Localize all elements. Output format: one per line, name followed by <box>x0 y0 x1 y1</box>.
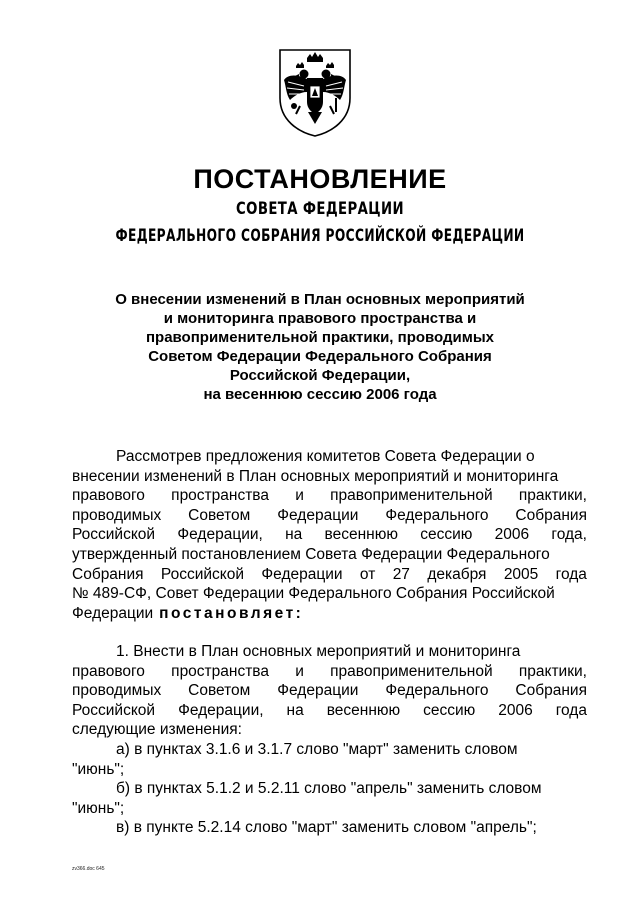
subject-line: правоприменительной практики, проводимых <box>145 329 495 346</box>
text-line: Российской Федерации, на весеннюю сессию 2006 года <box>72 701 587 719</box>
issuer-line-1: СОВЕТА ФЕДЕРАЦИИ <box>236 199 404 219</box>
text-line: утвержденный постановлением Совета Федерации Федерального <box>72 545 550 563</box>
subject-line: О внесении изменений в План основных мероприятий <box>115 291 525 308</box>
text-line: "июнь"; <box>72 799 125 817</box>
text-line: проводимых Советом Федерации Федерального Собрания <box>72 506 587 524</box>
coat-of-arms-icon <box>274 46 356 138</box>
text-line: Рассмотрев предложения комитетов Совета Федерации о <box>116 448 535 465</box>
amendment-c: в) в пункте 5.2.14 слово "март" заменить словом "апрель"; <box>116 819 537 837</box>
text-line: Собрания Российской Федерации от 27 декабря 2005 года <box>72 565 587 583</box>
issuer-line-2: ФЕДЕРАЛЬНОГО СОБРАНИЯ РОССИЙСКОЙ ФЕДЕРАЦИИ <box>115 226 525 246</box>
amendment-a: а) в пунктах 3.1.6 и 3.1.7 слово "март" заменить словом <box>116 740 518 758</box>
subject-line: Советом Федерации Федерального Собрания <box>148 348 492 365</box>
text-line: правового пространства и правоприменительной практики, <box>72 487 587 505</box>
text-line: правового пространства и правоприменительной практики, <box>72 662 587 680</box>
preamble-paragraph <box>72 447 587 623</box>
text-line: 1. Внести в План основных мероприятий и мониторинга <box>116 643 521 660</box>
text-line: внесении изменений в План основных мероприятий и мониторинга <box>72 467 559 485</box>
text-line: Федерации постановляет: <box>72 604 304 622</box>
text-line: Российской Федерации, на весеннюю сессию 2006 года, <box>72 526 587 544</box>
text-line: следующие изменения: <box>72 721 242 739</box>
subject-line: Российской Федерации, <box>229 367 411 384</box>
file-reference: zv366.doc 645 <box>72 866 105 872</box>
resolves-keyword: постановляет: <box>159 604 304 622</box>
subject-line: на весеннюю сессию 2006 года <box>203 386 437 403</box>
amendment-b: б) в пунктах 5.1.2 и 5.2.11 слово "апрель" заменить словом <box>116 780 542 798</box>
subject-line: и мониторинга правового пространства и <box>163 310 477 327</box>
text-line: проводимых Советом Федерации Федерального Собрания <box>72 682 587 700</box>
document-subject <box>0 290 640 404</box>
text-line: "июнь"; <box>72 760 125 778</box>
text-line: № 489-СФ, Совет Федерации Федерального Собрания Российской <box>72 585 555 603</box>
operative-paragraph <box>72 642 587 838</box>
document-title: ПОСТАНОВЛЕНИЕ <box>193 164 447 194</box>
